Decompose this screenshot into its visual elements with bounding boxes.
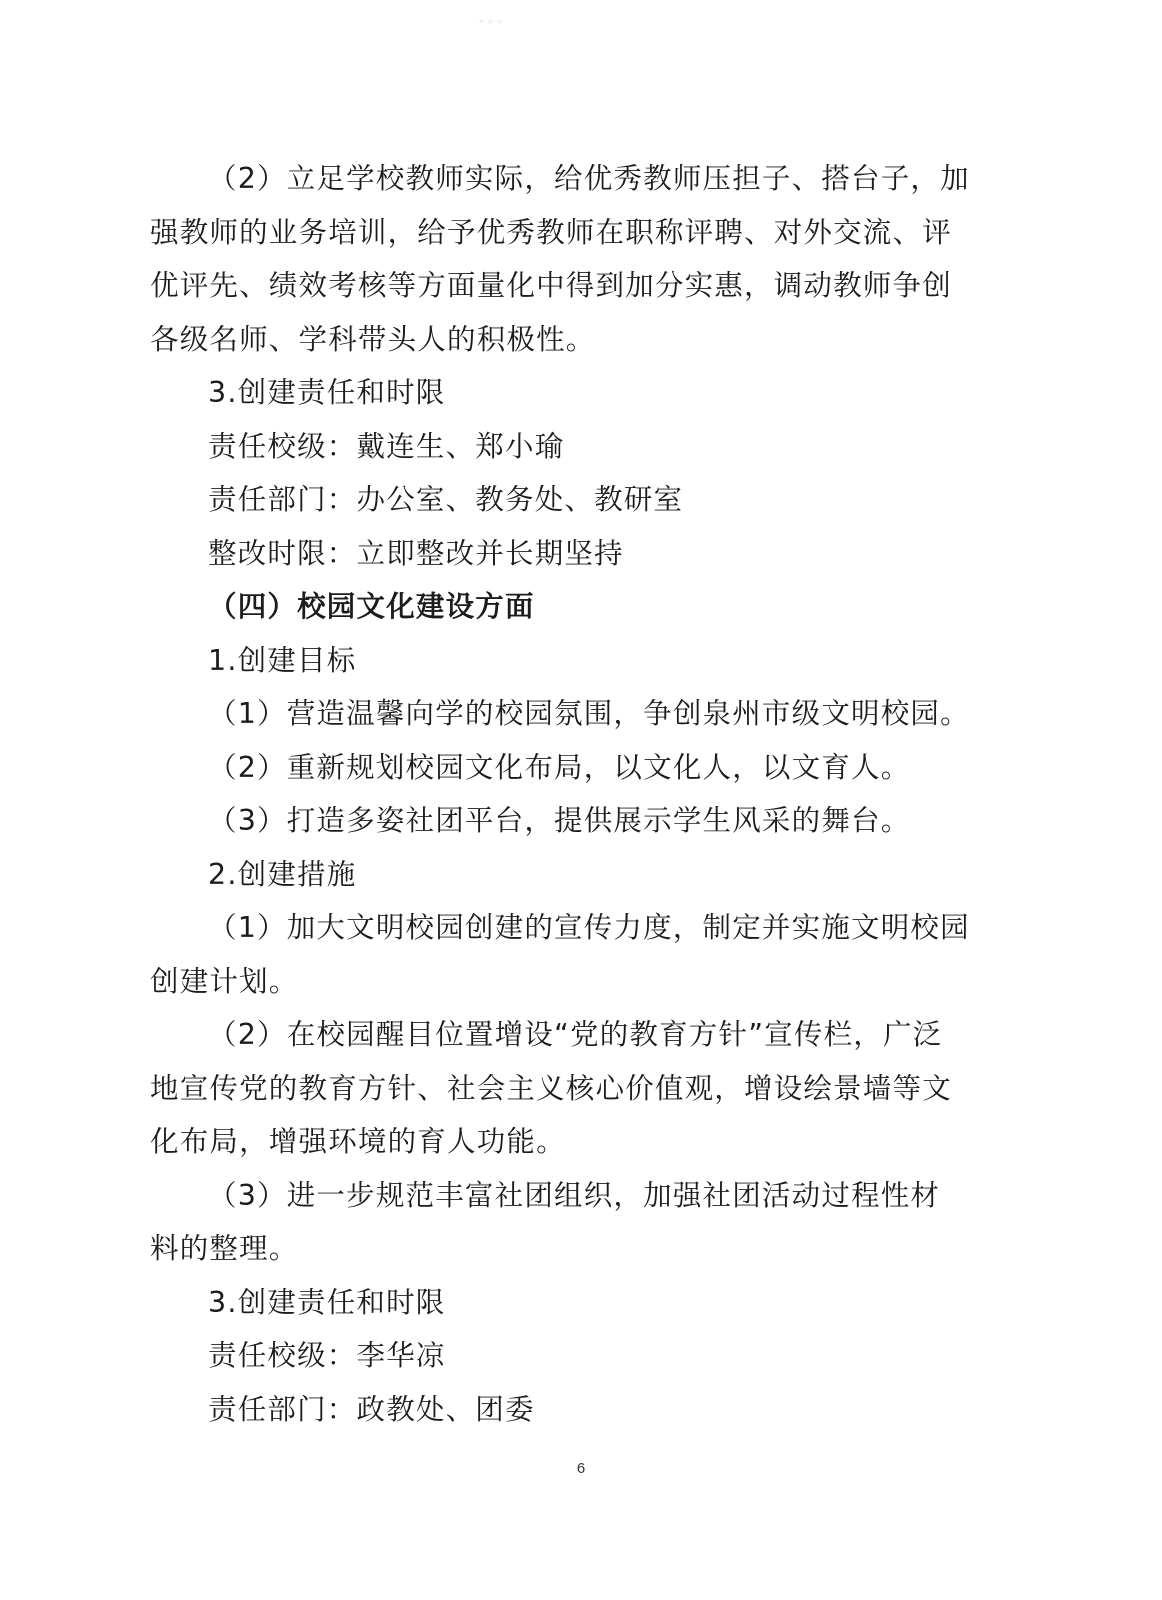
paragraph-line: 地宣传党的教育方针、社会主义核心价值观，增设绘景墙等文 bbox=[150, 1071, 952, 1105]
paragraph-line: （1）营造温馨向学的校园氛围，争创泉州市级文明校园。 bbox=[208, 697, 970, 730]
paragraph-line: 化布局，增强环境的育人功能。 bbox=[150, 1125, 566, 1158]
paragraph-line: 责任部门：政教处、团委 bbox=[208, 1392, 535, 1426]
document-body bbox=[150, 152, 970, 1436]
paragraph-line: 创建计划。 bbox=[150, 964, 299, 998]
paragraph-line: （2）立足学校教师实际，给优秀教师压担子、搭台子，加 bbox=[208, 162, 970, 195]
paragraph-line: （1）加大文明校园创建的宣传力度，制定并实施文明校园 bbox=[208, 911, 970, 944]
paragraph-line: 整改时限：立即整改并长期坚持 bbox=[208, 536, 624, 570]
section-subheading: 3.创建责任和时限 bbox=[208, 376, 446, 409]
page-number: 6 bbox=[576, 1460, 586, 1477]
paragraph-line: （2）重新规划校园文化布局，以文化人，以文育人。 bbox=[208, 750, 911, 784]
paragraph-line: 责任校级：戴连生、郑小瑜 bbox=[208, 429, 565, 463]
paragraph-line: 优评先、绩效考核等方面量化中得到加分实惠，调动教师争创 bbox=[150, 269, 952, 302]
paragraph-line: （2）在校园醒目位置增设“党的教育方针”宣传栏，广泛 bbox=[208, 1018, 943, 1051]
paragraph-line: 责任部门：办公室、教务处、教研室 bbox=[208, 483, 684, 516]
paragraph-line: （3）进一步规范丰富社团组织，加强社团活动过程性材 bbox=[208, 1178, 941, 1212]
paragraph-line: 料的整理。 bbox=[150, 1232, 299, 1265]
section-subheading: 1.创建目标 bbox=[208, 643, 357, 677]
section-heading: （四）校园文化建设方面 bbox=[208, 590, 535, 623]
section-subheading: 3.创建责任和时限 bbox=[208, 1285, 446, 1319]
paragraph-line: 责任校级：李华凉 bbox=[208, 1339, 446, 1372]
paragraph-line: （3）打造多姿社团平台，提供展示学生风采的舞台。 bbox=[208, 804, 911, 837]
header-watermark: ... bbox=[478, 4, 505, 29]
paragraph-line: 强教师的业务培训，给予优秀教师在职称评聘、对外交流、评 bbox=[150, 215, 952, 249]
paragraph-line: 各级名师、学科带头人的积极性。 bbox=[150, 322, 596, 356]
section-subheading: 2.创建措施 bbox=[208, 857, 357, 891]
